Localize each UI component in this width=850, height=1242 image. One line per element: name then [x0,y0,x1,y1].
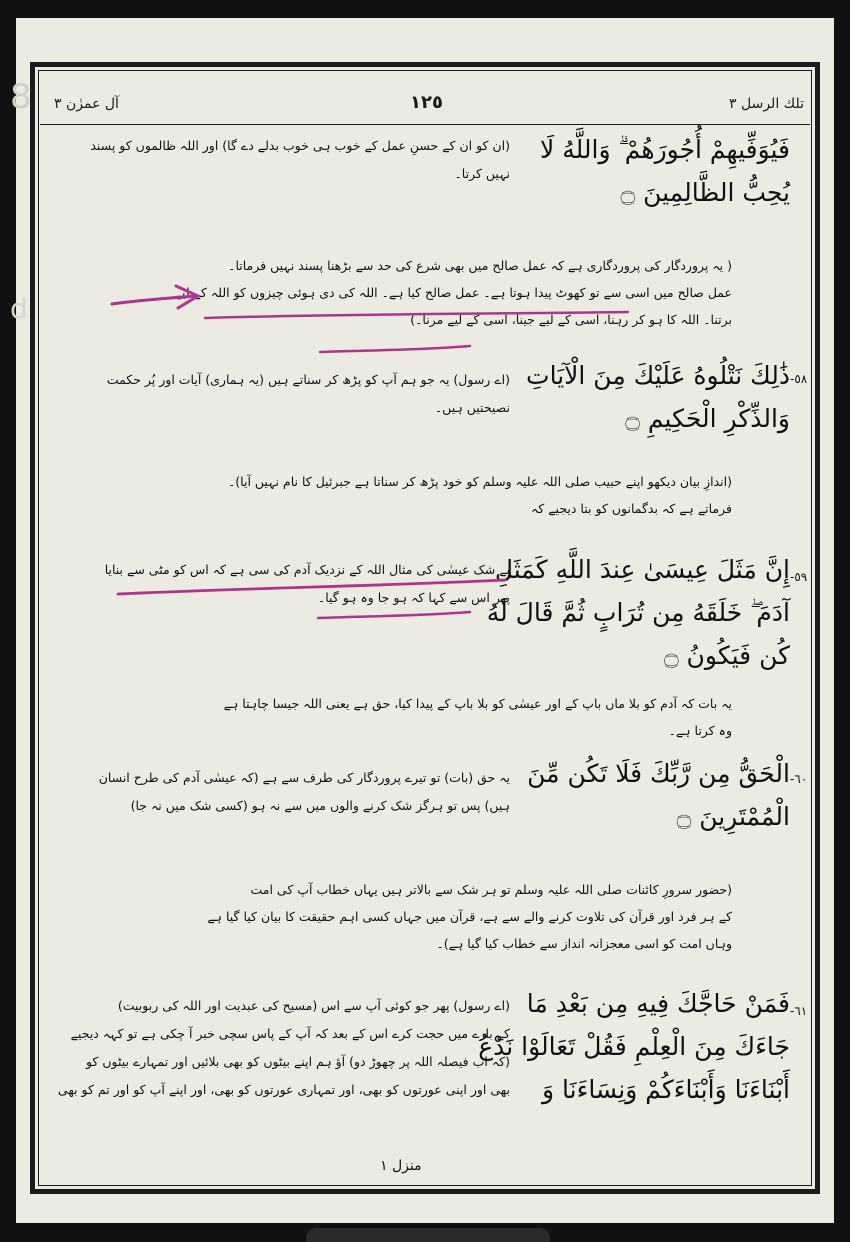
text-line: یہ حق (بات) تو تیرے پروردگار کی طرف سے ہے (کہ عیسٰی آدم کی طرح انسان [98,770,510,785]
header-surah-title: آل عمرٰن ٣ [54,96,119,112]
text-line: (اے رسول) یہ جو ہم آپ کو پڑھ کر سناتے ہیں (یہ ہماری) آیات اور پُر حکمت [106,372,510,387]
viewer-bottom-tab [306,1228,550,1242]
verse-57-translation [90,132,510,188]
verse-61-translation [57,992,510,1104]
verse-59-translation [90,556,510,612]
svg-text:d: d [10,292,28,325]
text-line: فَيُوَفِّيهِمْ أُجُورَهُمْ ۗ وَاللَّهُ لَا [540,135,790,164]
text-line: فرماتے ہے کہ بدگمانوں کو بتا دیجیے کہ [530,501,732,516]
text-line: وَالذِّكْرِ الْحَكِيمِ ۝ [625,404,790,433]
text-line: پھر اس سے کہا کہ ہو جا وہ ہو گیا۔ [317,590,510,605]
verse-60-translation [90,764,510,820]
text-line: وہاں امت کو اسی معجزانہ انداز سے خطاب کیا گیا ہے)۔ [436,936,732,951]
commentary-2 [72,468,732,522]
header-part-title: تلك الرسل ٣ [729,96,804,112]
text-line: يُحِبُّ الظَّالِمِينَ ۝ [620,178,790,207]
text-line: بھی اور اپنی عورتوں کو بھی، اور تمہاری عورتوں کو بھی، اور اپنے آپ کو اور تم کو بھی [57,1082,510,1097]
text-line: ہیں) پس تو ہرگز شک کرنے والوں میں سے نہ ہو (کسی شک میں نہ جا) [130,798,510,813]
text-line: جَاءَكَ مِنَ الْعِلْمِ فَقُلْ تَعَالَوْا نَدْعُ [478,1032,790,1061]
verse-61-arabic [478,982,790,1111]
text-line: أَبْنَاءَنَا وَأَبْنَاءَكُمْ وَنِسَاءَنَا وَ [541,1075,790,1104]
commentary-4 [72,876,732,957]
verse-61-number: -٦١ [790,1004,808,1018]
text-line: (اندازِ بیان دیکھو اپنے حبیب صلی اللہ علیہ وسلم کو خود پڑھ کر سناتا ہے جبرئیل کا نام نہیں آیا)۔ [227,474,732,489]
text-line: کے بارے میں حجت کرے اس کے بعد کہ آپ کے پاس سچی خبر آ چکی ہے تو کہہ دیجیے [70,1026,510,1041]
manzil-marker: منزل ١ [380,1158,422,1174]
text-line: ذَٰلِكَ نَتْلُوهُ عَلَيْكَ مِنَ الْآيَاتِ [526,361,790,390]
verse-58-translation [90,366,510,422]
text-line: (اے رسول) پھر جو کوئی آپ سے اس (مسیح کی عبدیت اور اللہ کی ربوبیت) [117,998,510,1013]
text-line: فَمَنْ حَاجَّكَ فِيهِ مِن بَعْدِ مَا [526,989,790,1018]
text-line: (کہ اب فیصلہ اللہ پر چھوڑ دو) آؤ ہم اپنے بیٹوں کو بھی بلائیں اور تمہارے بیٹوں کو [85,1054,510,1069]
commentary-3 [72,690,732,744]
verse-59-number: -٥٩ [790,570,808,584]
text-line: وہ کرتا ہے۔ [668,723,732,738]
text-line: نصیحتیں ہیں۔ [434,400,510,415]
verse-58-number: -٥٨ [790,372,808,386]
text-line: ( یہ پروردگار کی پروردگاری ہے کہ عمل صالح میں بھی شرع کی حد سے بڑھنا پسند نہیں فرماتا۔ [228,258,732,273]
text-line: یہ بات کہ آدم کو بلا ماں باپ کے اور عیسٰی کو بلا باپ کے پیدا کیا، حق ہے یعنی اللہ جیسا چاہتا ہے [223,696,732,711]
text-line: الْحَقُّ مِن رَّبِّكَ فَلَا تَكُن مِّنَ [527,759,790,788]
text-line: (حضور سرورِ کائنات صلی اللہ علیہ وسلم تو ہر شک سے بالاتر ہیں یہاں خطاب آپ کی امت [250,882,732,897]
text-line: کے ہر فرد اور قرآن کی تلاوت کرنے والے سے ہے، قرآن میں جہاں کسی اہم حقیقت کا بیان کیا گیا ہے [207,909,732,924]
text-line: آدَمَ ۖ خَلَقَهُ مِن تُرَابٍ ثُمَّ قَالَ لَهُ [486,598,790,627]
text-line: إِنَّ مَثَلَ عِيسَىٰ عِندَ اللَّهِ كَمَثَلِ [494,555,790,584]
text-line: الْمُمْتَرِينَ ۝ [676,802,790,831]
verse-58-arabic [490,354,790,440]
commentary-1 [72,252,732,333]
verse-60-number: -٦٠ [790,772,808,786]
text-line: (ان کو ان کے حسنِ عمل کے خوب ہی خوب بدلے دے گا) اور اللہ ظالموں کو پسند [90,138,510,153]
text-line: نہیں کرتا۔ [454,166,510,181]
text-line: عمل صالح میں اسی سے تو کھوٹ پیدا ہوتا ہے۔ عمل صالح کیا ہے۔ اللہ کی دی ہوئی چیزوں کو اللہ کے لیے [174,285,732,300]
verse-60-arabic [490,752,790,838]
verse-59-arabic [486,548,790,677]
text-line: كُن فَيَكُونُ ۝ [663,641,790,670]
text-line: بے شک عیسٰی کی مثال اللہ کے نزدیک آدم کی سی ہے کہ اس کو مٹی سے بنایا [104,562,510,577]
verse-57-arabic [490,128,790,214]
text-line: برتنا۔ اللہ کا ہو کر رہنا، اسی کے لیے جینا، اسی کے لیے مرنا۔) [410,312,732,327]
page-number: ١٢٥ [410,92,443,113]
page-header [40,92,810,124]
header-rule [40,124,810,125]
svg-text:8: 8 [10,77,32,117]
